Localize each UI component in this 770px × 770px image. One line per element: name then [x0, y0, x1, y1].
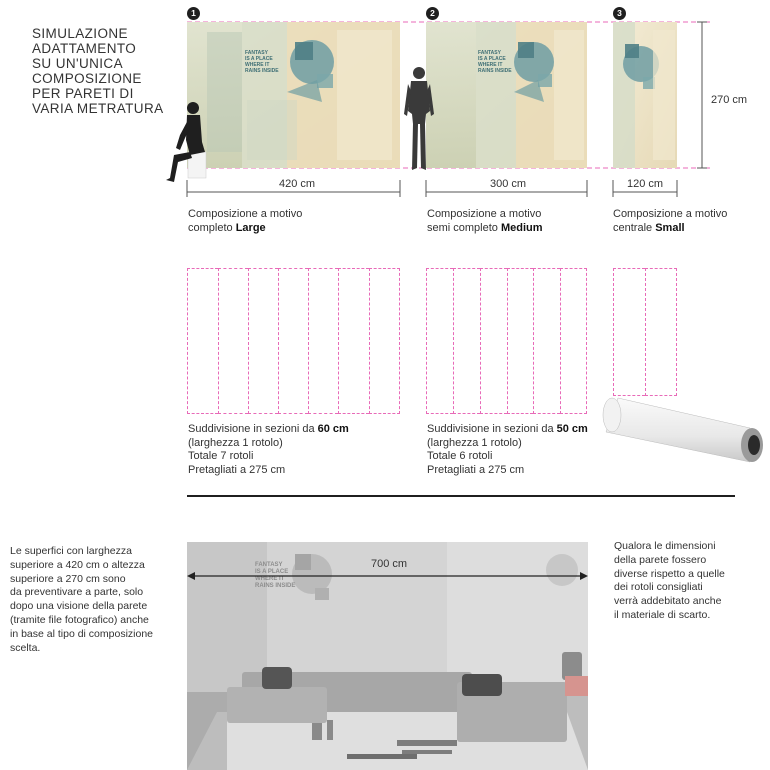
roll-section [533, 268, 560, 414]
waste-material-note: Qualora le dimensioni della parete fossero diverse rispetto a quelle dei rotoli consigliati verrà addebitato anche il materiale di scarto. [614, 540, 725, 621]
roll-division-small [613, 268, 677, 396]
height-dimension-label: 270 cm [711, 94, 748, 106]
wallpaper-small-artwork [613, 22, 677, 168]
caption-large: Composizione a motivo completo Large [188, 208, 303, 234]
roll-section [278, 268, 308, 414]
width-label-medium: 300 cm [478, 178, 538, 190]
division-caption-large: Suddivisione in sezioni da 60 cm (larghezza 1 rotolo) Totale 7 rotoli Pretagliati a 275 cm [188, 423, 349, 476]
roll-section [613, 268, 645, 396]
composition-number-badge-2: 2 [426, 7, 439, 20]
wallpaper-large-artwork [187, 22, 400, 168]
standing-mannequin-silhouette [402, 66, 436, 176]
roll-section [453, 268, 480, 414]
wallpaper-large-text: FANTASY IS A PLACE WHERE IT RAINS INSIDE [245, 50, 279, 74]
roll-division-medium [426, 268, 587, 414]
seated-person-silhouette [160, 100, 210, 185]
roll-section [218, 268, 248, 414]
room-preview-image [187, 542, 588, 770]
wallpaper-roll-illustration [600, 380, 770, 470]
caption-small: Composizione a motivo centrale Small [613, 208, 728, 234]
width-label-large: 420 cm [267, 178, 327, 190]
wallpaper-medium-text: FANTASY IS A PLACE WHERE IT RAINS INSIDE [478, 50, 512, 74]
roll-section [369, 268, 400, 414]
roll-section [560, 268, 587, 414]
roll-section [308, 268, 338, 414]
roll-section [187, 268, 218, 414]
oversize-note: Le superfici con larghezza superiore a 420 cm o altezza superiore a 270 cm sono da preventivare a parte, solo dopo una visione della parete (tramite file fotografico) anche in base al tipo di composizione scelta. [10, 545, 154, 654]
wallpaper-small [613, 22, 677, 168]
roll-division-large [187, 268, 400, 414]
section-divider [187, 495, 735, 497]
composition-number-badge-1: 1 [187, 7, 200, 20]
room-width-label: 700 cm [370, 558, 408, 570]
roll-section [338, 268, 369, 414]
roll-section [507, 268, 533, 414]
division-caption-medium: Suddivisione in sezioni da 50 cm (larghezza 1 rotolo) Totale 6 rotoli Pretagliati a 275 cm [427, 423, 588, 476]
wallpaper-medium-artwork [426, 22, 587, 168]
wallpaper-medium [426, 22, 587, 168]
composition-number-badge-3: 3 [613, 7, 626, 20]
roll-section [645, 268, 677, 396]
roll-section [426, 268, 453, 414]
page-title: SIMULAZIONE ADATTAMENTO SU UN'UNICA COMPOSIZIONE PER PARETI DI VARIA METRATURA [32, 26, 164, 116]
roll-section [480, 268, 507, 414]
roll-section [248, 268, 278, 414]
wallpaper-large [187, 22, 400, 168]
width-label-small: 120 cm [617, 178, 673, 190]
room-width-dimension [187, 542, 588, 602]
room-wallpaper-text: FANTASY IS A PLACE WHERE IT RAINS INSIDE [255, 562, 296, 589]
caption-medium: Composizione a motivo semi completo Medium [427, 208, 543, 234]
